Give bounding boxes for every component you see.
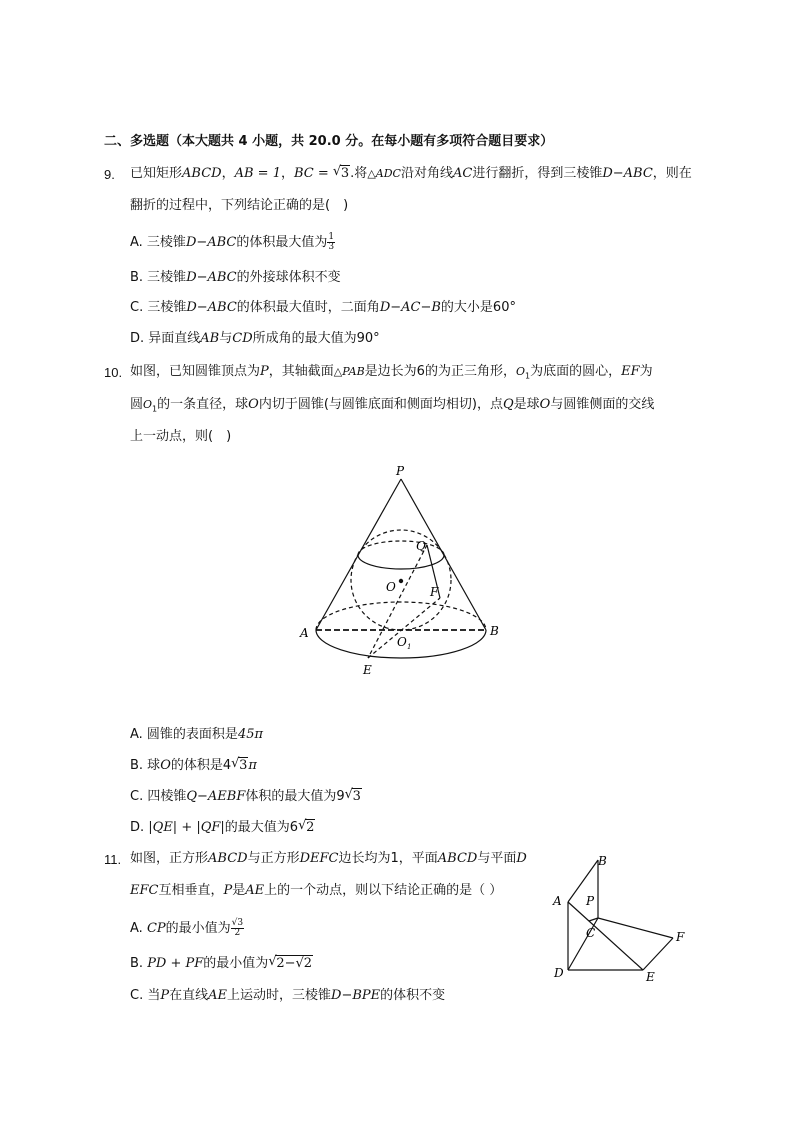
stem-text: ，其轴截面: [268, 364, 334, 379]
math: π: [248, 758, 257, 773]
stem-text: 上的一个动点，则以下结论正确的是（ ）: [264, 883, 503, 898]
math: ABCD: [208, 851, 248, 866]
option-text: 的体积最大值为: [236, 235, 328, 250]
math: P: [260, 364, 269, 379]
option-text: 的最小值为: [203, 956, 269, 971]
option-text: C. 三棱锥: [130, 300, 187, 315]
numerator: 1: [328, 232, 335, 242]
option-text: 体积的最大值为9: [245, 789, 345, 804]
label-c: C: [586, 926, 596, 940]
option-b: [130, 757, 257, 775]
option-a: [130, 233, 335, 252]
sqrt-arg: 3: [352, 789, 361, 804]
label-p: P: [396, 464, 405, 478]
math: Q: [502, 397, 514, 412]
label-a: A: [300, 626, 309, 640]
math: O: [248, 397, 259, 412]
math: O: [143, 398, 153, 411]
question-number: 9.: [104, 167, 115, 182]
label-e: E: [646, 970, 655, 984]
math: O: [515, 365, 525, 378]
option-text: 的体积最大值时，二面角: [236, 300, 380, 315]
sqrt-arg: 3: [239, 758, 248, 773]
option-text: A.: [130, 921, 147, 936]
sqrt-arg: 2: [306, 820, 315, 835]
option-text: D.: [130, 820, 149, 835]
sqrt: [298, 819, 315, 837]
question-number: 11.: [104, 852, 122, 867]
denominator: 2: [234, 928, 241, 938]
question-stem-line-2: [130, 396, 654, 419]
math: AB: [200, 331, 220, 346]
option-text: 的外接球体积不变: [236, 270, 341, 285]
math: D−BPE: [331, 988, 381, 1003]
math: D−ABC: [186, 270, 237, 285]
sqrt: [333, 165, 350, 183]
subscript: 1: [524, 371, 531, 381]
squares-figure: [546, 850, 696, 988]
option-text: D. 异面直线: [130, 331, 201, 346]
edge-ef: [643, 938, 673, 970]
math: AE: [245, 883, 265, 898]
option-text: 的最小值为: [165, 921, 231, 936]
stem-text: 已知矩形: [130, 166, 183, 181]
label-p: P: [586, 894, 595, 908]
option-a: [130, 919, 244, 938]
sqrt-arg: 3: [340, 166, 350, 181]
question-stem-line-1: [130, 363, 653, 386]
math: O: [539, 397, 551, 412]
edge-cf: [598, 918, 673, 938]
stem-text: 是: [232, 883, 246, 898]
math: DEFC: [299, 851, 339, 866]
math: D−AC−B: [379, 300, 441, 315]
stem-text: .将: [350, 166, 368, 181]
option-a: [130, 726, 263, 744]
stem-text: 与平面: [477, 851, 517, 866]
label-f: F: [676, 930, 685, 944]
option-c: [130, 299, 516, 317]
question-stem-line-2: [130, 882, 502, 900]
sqrt: [345, 788, 362, 806]
math: ABCD: [437, 851, 478, 866]
label-o1-subscript: 1: [407, 643, 412, 651]
stem-text: 与正方形: [247, 851, 300, 866]
question-number: 10.: [104, 365, 123, 380]
option-text: B.: [130, 956, 148, 971]
stem-text: 沿对角线: [400, 166, 453, 181]
stem-text: 与圆锥侧面的交线: [550, 397, 655, 412]
math: AB = 1: [234, 166, 281, 181]
math: D: [516, 851, 527, 866]
option-text: 的体积是4: [170, 758, 232, 773]
diameter-ef: [368, 598, 440, 658]
math: CP: [146, 921, 166, 936]
label-b: B: [490, 624, 499, 638]
label-a: A: [553, 894, 562, 908]
stem-text: 进行翻折，得到三棱锥: [472, 166, 603, 181]
option-text: A. 三棱锥: [130, 235, 186, 250]
math: ABCD: [182, 166, 222, 181]
segment-ae: [568, 902, 643, 970]
math: CD: [232, 331, 253, 346]
stem-text: ，则在: [652, 166, 692, 181]
stem-text: 如图，正方形: [130, 851, 209, 866]
tangent-circle-back: [358, 541, 444, 555]
label-e: E: [363, 663, 372, 677]
option-text: B. 球: [130, 758, 161, 773]
stem-text: 如图，已知圆锥顶点为: [130, 364, 261, 379]
base-ellipse-back: [316, 602, 486, 630]
label-o1: O: [397, 635, 407, 649]
math: PD + PF: [147, 956, 204, 971]
math: AC: [452, 166, 473, 181]
math: D−ABC: [602, 166, 653, 181]
label-q: Q: [416, 539, 426, 553]
math: 45π: [237, 727, 264, 742]
stem-text: 的一条直径，球: [157, 397, 249, 412]
fraction: [327, 233, 335, 252]
math: EFC: [130, 883, 159, 898]
stem-text: 圆: [130, 397, 144, 412]
subscript: 1: [152, 404, 158, 414]
stem-text: 互相垂直，: [158, 883, 224, 898]
denominator: 3: [328, 242, 335, 252]
math: |QE| + |QF|: [148, 820, 225, 835]
math: AE: [208, 988, 227, 1003]
option-text: 的最大值为6: [224, 820, 299, 835]
math: P: [160, 988, 170, 1003]
label-d: D: [554, 966, 564, 980]
question-stem-line-1: [130, 165, 692, 183]
option-b: [130, 269, 341, 287]
option-text: C. 四棱锥: [130, 789, 187, 804]
sqrt: [231, 757, 248, 775]
option-b: [130, 955, 313, 973]
option-text: B. 三棱锥: [130, 270, 187, 285]
sqrt-arg: 2−√2: [276, 956, 313, 971]
center-o-dot: [399, 579, 403, 583]
question-stem-line-2: 翻折的过程中，下列结论正确的是( ): [130, 198, 349, 213]
option-text: C. 当: [130, 988, 161, 1003]
stem-text: 是球: [513, 397, 540, 412]
math: D−ABC: [186, 300, 237, 315]
question-stem-line-1: [130, 850, 527, 868]
option-text: 的体积不变: [380, 988, 446, 1003]
stem-text: 为: [639, 364, 653, 379]
option-d: [130, 819, 315, 837]
option-text: 所成角的最大值为90°: [252, 331, 380, 346]
math: EF: [621, 364, 640, 379]
math: △PAB: [333, 365, 365, 378]
math: △ADC: [367, 167, 401, 180]
section-header: 二、多选题（本大题共 4 小题，共 20.0 分。在每小题有多项符合题目要求）: [104, 134, 554, 149]
cone-figure: [290, 460, 520, 682]
math: BC =: [293, 166, 333, 181]
option-c: [130, 987, 445, 1005]
option-text: A. 圆锥的表面积是: [130, 727, 238, 742]
math: Q−AEBF: [186, 789, 246, 804]
option-d: [130, 330, 380, 348]
label-f: F: [430, 585, 439, 599]
stem-text: ，: [221, 166, 235, 181]
numerator: √3: [231, 918, 244, 928]
math: D−ABC: [185, 235, 237, 250]
stem-text: ，: [280, 166, 294, 181]
math: O: [160, 758, 171, 773]
option-text: 的大小是60°: [440, 300, 516, 315]
stem-text: 内切于圆锥(与圆锥底面和侧面均相切)，点: [258, 397, 503, 412]
stem-text: 为底面的圆心，: [530, 364, 622, 379]
option-text: 上运动时，三棱锥: [227, 988, 332, 1003]
stem-text: 边长均为1，平面: [338, 851, 438, 866]
sqrt: [268, 955, 313, 973]
option-c: [130, 788, 362, 806]
label-b: B: [598, 854, 607, 868]
label-o: O: [386, 580, 396, 594]
stem-text: 是边长为6的为正三角形，: [364, 364, 516, 379]
option-text: 与: [219, 331, 233, 346]
question-stem-line-3: 上一动点，则( ): [130, 429, 232, 444]
fraction: [231, 919, 244, 938]
option-text: 在直线: [169, 988, 209, 1003]
math: P: [223, 883, 233, 898]
